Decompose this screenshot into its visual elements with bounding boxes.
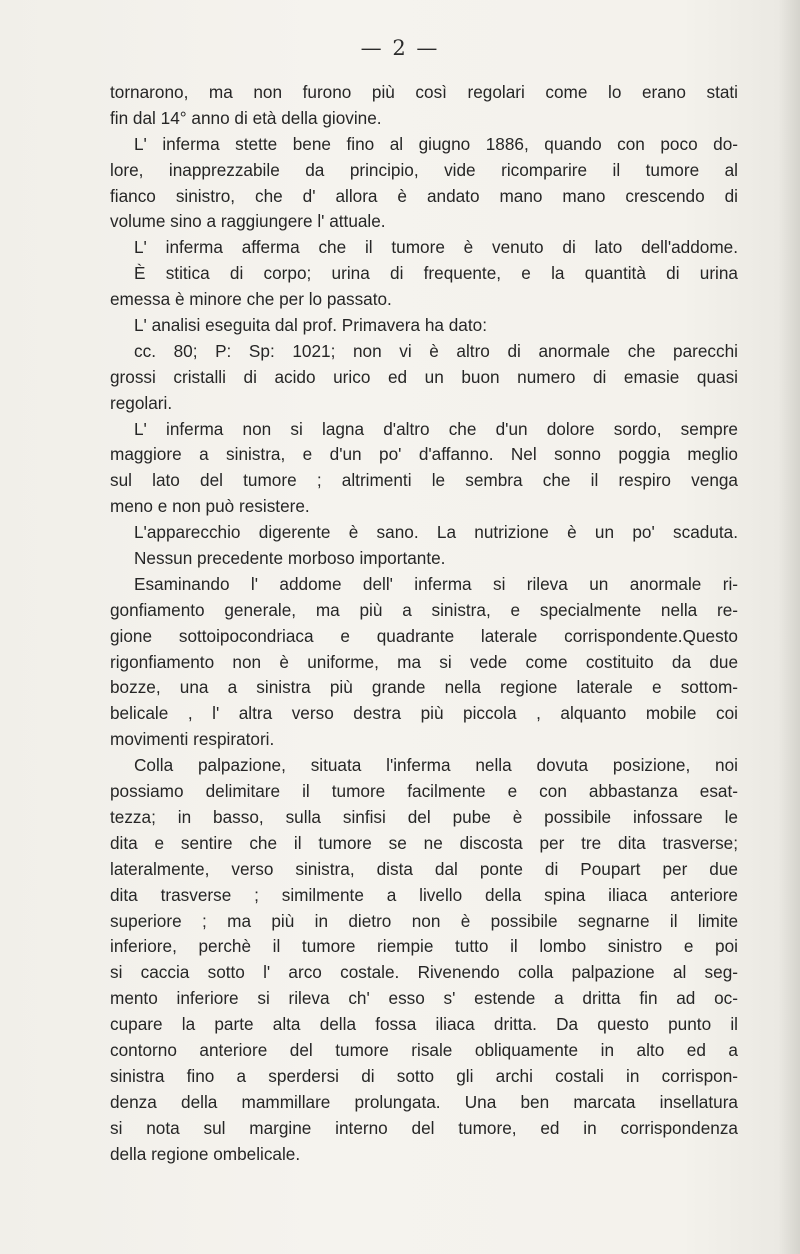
text-line: mento inferiore si rileva ch' esso s' estende a dritta fin ad oc- [110,988,738,1009]
text-line: Nessun precedente morboso importante. [134,548,446,569]
text-line: fianco sinistro, che d' allora è andato mano mano crescendo di [110,185,738,206]
text-line: fin dal 14° anno di età della giovine. [110,107,382,128]
text-line: sul lato del tumore ; altrimenti le sembra che il respiro venga [110,470,738,491]
text-line: superiore ; ma più in dietro non è possibile segnarne il limite [110,910,738,931]
page-number: — 2 — [360,36,440,60]
text-line: È stitica di corpo; urina di frequente, e la quantità di urina [134,263,738,284]
text-line: della regione ombelicale. [110,1143,301,1164]
text-line: lore, inapprezzabile da principio, vide ricomparire il tumore al [110,159,738,180]
text-line: gonfiamento generale, ma più a sinistra, e specialmente nella re- [110,599,738,620]
text-line: tezza; in basso, sulla sinfisi del pube è possibile infossare le [110,806,738,827]
text-line: meno e non può resistere. [110,496,310,517]
text-line: si caccia sotto l' arco costale. Rivenendo colla palpazione al seg- [110,962,738,983]
text-line: maggiore a sinistra, e d'un po' d'affanno. Nel sonno poggia meglio [110,444,738,465]
text-line: lateralmente, verso sinistra, dista dal ponte di Poupart per due [110,858,738,879]
text-line: bozze, una a sinistra più grande nella regione laterale e sottom- [110,677,738,698]
text-line: L'apparecchio digerente è sano. La nutrizione è un po' scaduta. [134,522,738,543]
text-line: sinistra fino a sperdersi di sotto gli archi costali in corrispon- [110,1065,738,1086]
text-line: L' inferma non si lagna d'altro che d'un dolore sordo, sempre [134,418,738,439]
text-line: movimenti respiratori. [110,729,275,750]
text-line: inferiore, perchè il tumore riempie tutto il lombo sinistro e poi [110,936,738,957]
text-line: Esaminando l' addome dell' inferma si rileva un anormale ri- [134,573,738,594]
text-line: denza della mammillare prolungata. Una ben marcata insellatura [110,1091,738,1112]
text-line: rigonfiamento non è uniforme, ma si vede come costituito da due [110,651,738,672]
text-line: contorno anteriore del tumore risale obliquamente in alto ed a [110,1039,738,1060]
page-edge-shadow [778,0,800,1254]
text-line: possiamo delimitare il tumore facilmente e con abbastanza esat- [110,781,738,802]
text-line: L' inferma afferma che il tumore è venuto di lato dell'addome. [134,237,738,258]
text-line: dita e sentire che il tumore se ne discosta per tre dita trasverse; [110,832,738,853]
text-line: belicale , l' altra verso destra più piccola , alquanto mobile coi [110,703,738,724]
body-text [110,80,738,1167]
text-line: gione sottoipocondriaca e quadrante laterale corrispondente.Questo [110,625,738,646]
text-line: Colla palpazione, situata l'inferma nella dovuta posizione, noi [134,755,738,776]
text-line: cc. 80; P: Sp: 1021; non vi è altro di anormale che parecchi [134,340,738,361]
text-line: tornarono, ma non furono più così regolari come lo erano stati [110,82,738,102]
text-line: si nota sul margine interno del tumore, ed in corrispondenza [110,1117,738,1138]
text-line: dita trasverse ; similmente a livello della spina iliaca anteriore [110,884,738,905]
text-line: L' inferma stette bene fino al giugno 1886, quando con poco do- [134,133,738,154]
text-line: L' analisi eseguita dal prof. Primavera ha dato: [134,315,487,336]
text-line: volume sino a raggiungere l' attuale. [110,211,386,232]
text-line: regolari. [110,392,173,413]
text-line: grossi cristalli di acido urico ed un buon numero di emasie quasi [110,366,738,387]
text-line: emessa è minore che per lo passato. [110,289,392,310]
text-line: cupare la parte alta della fossa iliaca dritta. Da questo punto il [110,1014,738,1035]
